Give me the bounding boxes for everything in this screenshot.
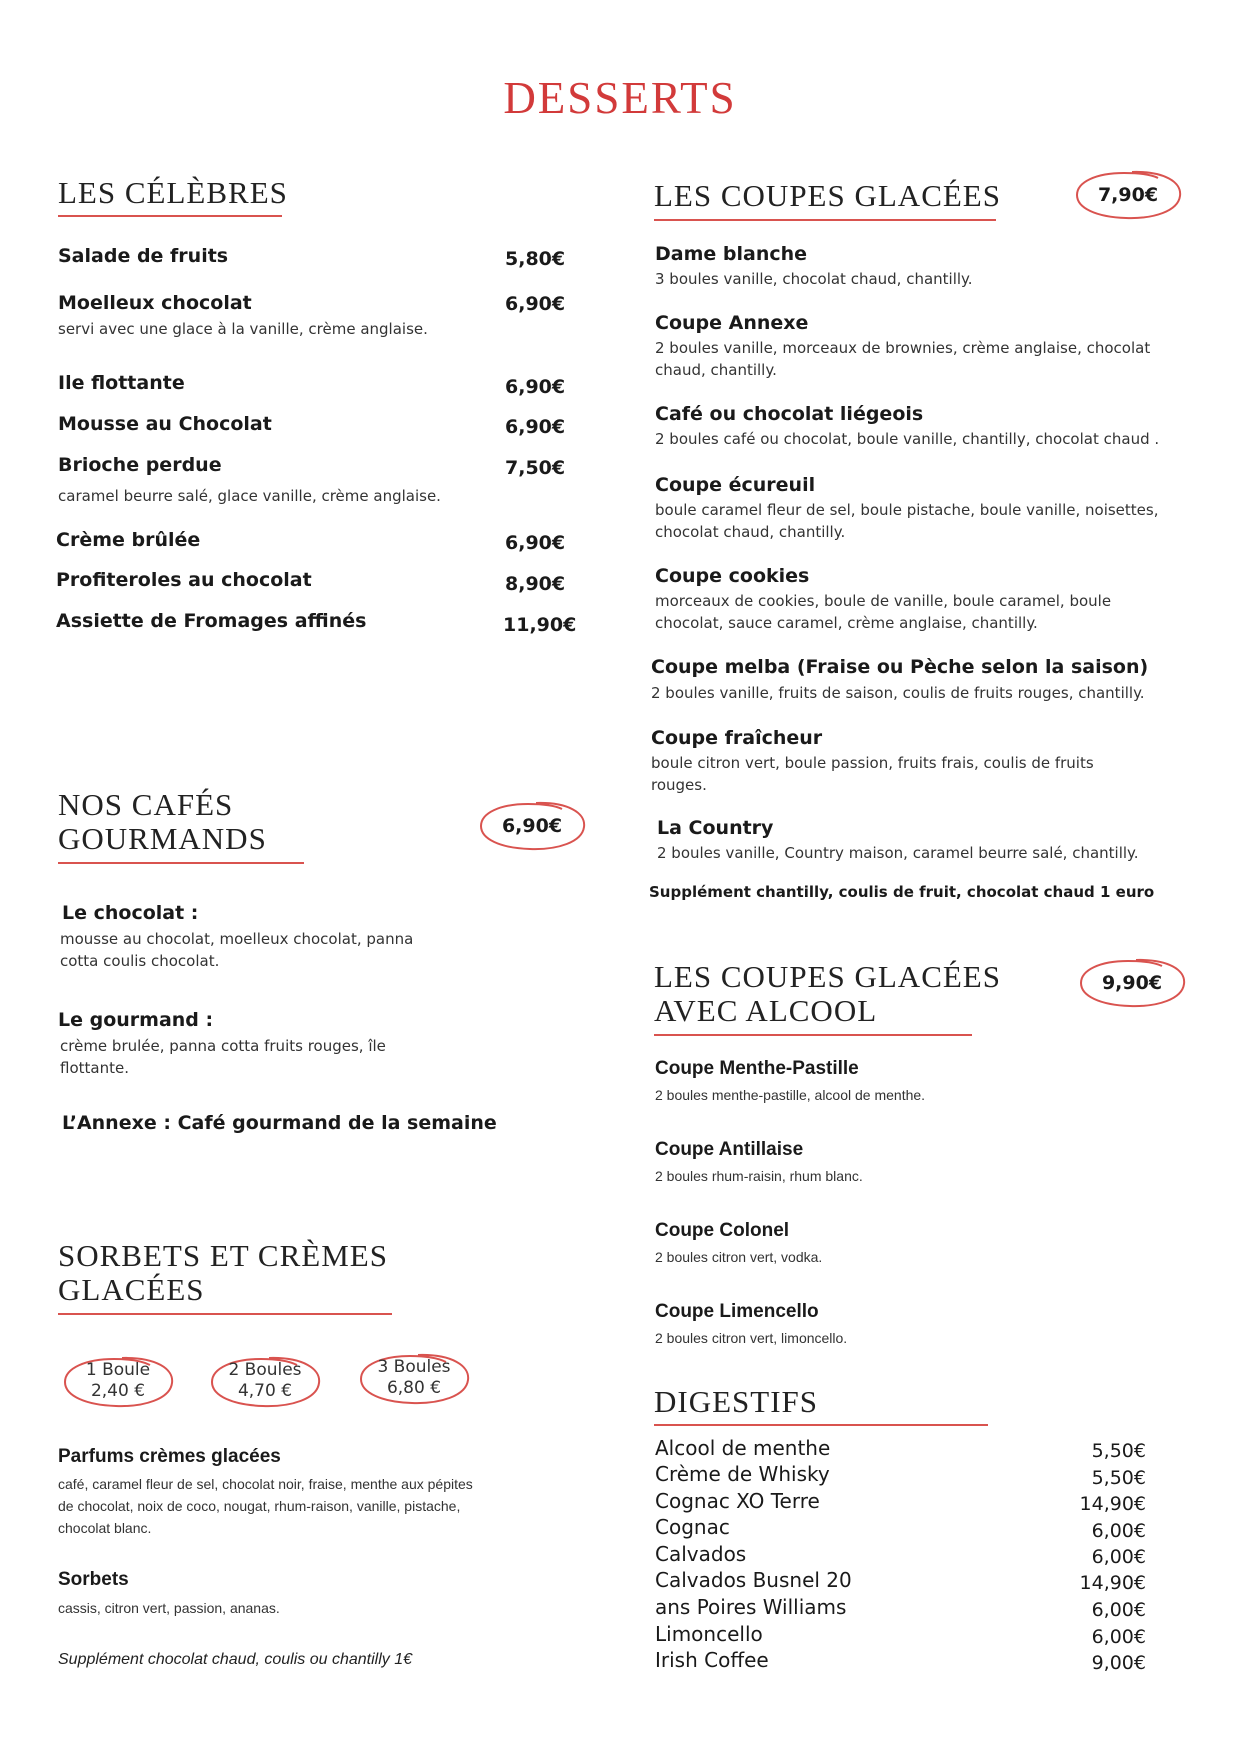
menu-item-desc: rouges. xyxy=(651,776,707,794)
digestif-price: 9,00€ xyxy=(1091,1652,1146,1674)
menu-item-name: Salade de fruits xyxy=(58,245,229,267)
menu-item-name: Coupe Annexe xyxy=(655,312,809,334)
scoop-price-badge xyxy=(207,1353,323,1411)
menu-item-desc: 2 boules vanille, morceaux de brownies, crème anglaise, chocolat xyxy=(655,339,1151,357)
menu-item-name: Le chocolat : xyxy=(62,902,199,924)
menu-item-price: 6,90€ xyxy=(505,376,566,398)
digestif-price: 6,00€ xyxy=(1091,1599,1146,1621)
price-badge xyxy=(1072,168,1184,222)
section-rule xyxy=(654,1424,988,1426)
menu-item-name: Coupe melba (Fraise ou Pèche selon la saison) xyxy=(651,656,1149,678)
section-title-cafes: GOURMANDS xyxy=(58,821,267,856)
menu-item-name: Assiette de Fromages affinés xyxy=(56,610,367,632)
price-badge-value: 9,90€ xyxy=(1101,972,1163,994)
section-rule xyxy=(58,1313,392,1315)
section-title-alcool: AVEC ALCOOL xyxy=(654,993,878,1028)
menu-item-desc: chocolat, sauce caramel, crème anglaise, chantilly. xyxy=(655,614,1038,632)
section-title-digestifs: DIGESTIFS xyxy=(654,1384,819,1419)
scoop-price: 4,70 € xyxy=(237,1381,293,1401)
menu-title: DESSERTS xyxy=(503,73,737,123)
section-title-coupes: LES COUPES GLACÉES xyxy=(654,178,1001,213)
scoop-price: 2,40 € xyxy=(90,1381,146,1401)
digestif-name: Alcool de menthe xyxy=(655,1436,831,1460)
section-rule xyxy=(654,219,996,221)
menu-item-desc: mousse au chocolat, moelleux chocolat, panna xyxy=(60,930,414,948)
menu-item-desc: café, caramel fleur de sel, chocolat noir, fraise, menthe aux pépites xyxy=(58,1476,473,1492)
menu-item-desc: boule citron vert, boule passion, fruits frais, coulis de fruits xyxy=(651,754,1094,772)
digestif-price: 14,90€ xyxy=(1079,1572,1146,1594)
digestif-name: Cognac XO Terre xyxy=(655,1489,820,1513)
menu-item-name: La Country xyxy=(657,817,774,839)
digestif-price: 6,00€ xyxy=(1091,1520,1146,1542)
menu-item-name: Dame blanche xyxy=(655,243,808,265)
section-title-alcool: LES COUPES GLACÉES xyxy=(654,959,1001,994)
section-title-cafes: NOS CAFÉS xyxy=(58,787,234,822)
menu-item-desc: cassis, citron vert, passion, ananas. xyxy=(58,1600,280,1616)
supplement-note: Supplément chantilly, coulis de fruit, chocolat chaud 1 euro xyxy=(649,883,1155,901)
menu-item-desc: chocolat blanc. xyxy=(58,1520,152,1536)
digestif-price: 6,00€ xyxy=(1091,1546,1146,1568)
menu-item-desc: caramel beurre salé, glace vanille, crème anglaise. xyxy=(58,487,441,505)
supplement-note: Supplément chocolat chaud, coulis ou chantilly 1€ xyxy=(58,1651,412,1668)
scoop-label: 2 Boules xyxy=(228,1360,302,1380)
menu-item-name: Coupe écureuil xyxy=(655,474,816,496)
digestif-name: Cognac xyxy=(655,1515,730,1539)
digestif-name: Calvados Busnel 20 xyxy=(655,1568,852,1592)
menu-item-desc: 2 boules menthe-pastille, alcool de menthe. xyxy=(655,1087,926,1103)
digestif-name: ans Poires Williams xyxy=(655,1595,847,1619)
menu-item-name: Brioche perdue xyxy=(58,454,222,476)
menu-item-name: Coupe fraîcheur xyxy=(651,727,823,749)
menu-item-desc: chocolat chaud, chantilly. xyxy=(655,523,846,541)
scoop-price: 6,80 € xyxy=(386,1378,442,1398)
section-rule xyxy=(58,215,282,217)
menu-item-name: Mousse au Chocolat xyxy=(58,413,272,435)
menu-item-name: Le gourmand : xyxy=(58,1009,214,1031)
menu-item-price: 7,50€ xyxy=(505,457,566,479)
menu-item-name: Coupe Antillaise xyxy=(655,1139,804,1160)
menu-item-price: 5,80€ xyxy=(505,248,566,270)
menu-item-desc: 2 boules vanille, fruits de saison, coulis de fruits rouges, chantilly. xyxy=(651,684,1145,702)
menu-item-name: Café ou chocolat liégeois xyxy=(655,403,924,425)
menu-item-price: 11,90€ xyxy=(503,614,577,636)
menu-item-name: Ile flottante xyxy=(58,372,185,394)
menu-item-desc: boule caramel fleur de sel, boule pistache, boule vanille, noisettes, xyxy=(655,501,1159,519)
menu-item-desc: de chocolat, noix de coco, nougat, rhum-raison, vanille, pistache, xyxy=(58,1498,461,1514)
menu-item-price: 6,90€ xyxy=(505,416,566,438)
scoop-label: 3 Boules xyxy=(377,1357,451,1377)
digestif-name: Irish Coffee xyxy=(655,1648,769,1672)
menu-item-desc: cotta coulis chocolat. xyxy=(60,952,220,970)
price-badge-value: 6,90€ xyxy=(501,815,563,837)
menu-item-name: Coupe Colonel xyxy=(655,1220,790,1241)
menu-item-name: L’Annexe : Café gourmand de la semaine xyxy=(62,1112,497,1134)
section-rule xyxy=(58,862,304,864)
menu-item-name: Coupe cookies xyxy=(655,565,810,587)
digestif-name: Calvados xyxy=(655,1542,747,1566)
menu-item-desc: 2 boules vanille, Country maison, caramel beurre salé, chantilly. xyxy=(657,844,1139,862)
digestif-price: 5,50€ xyxy=(1091,1440,1146,1462)
scoop-price-badge xyxy=(60,1353,176,1411)
menu-item-price: 6,90€ xyxy=(505,293,566,315)
menu-item-name: Profiteroles au chocolat xyxy=(56,569,312,591)
scoop-label: 1 Boule xyxy=(85,1360,151,1380)
menu-item-name: Coupe Menthe-Pastille xyxy=(655,1058,859,1079)
menu-item-desc: 2 boules café ou chocolat, boule vanille, chantilly, chocolat chaud . xyxy=(655,430,1160,448)
digestif-price: 14,90€ xyxy=(1079,1493,1146,1515)
section-title-celebres: LES CÉLÈBRES xyxy=(58,175,288,210)
menu-item-price: 8,90€ xyxy=(505,573,566,595)
menu-item-desc: 3 boules vanille, chocolat chaud, chantilly. xyxy=(655,270,973,288)
menu-item-desc: 2 boules citron vert, limoncello. xyxy=(655,1330,848,1346)
digestif-name: Crème de Whisky xyxy=(655,1462,830,1486)
menu-item-desc: chaud, chantilly. xyxy=(655,361,777,379)
scoop-price-badge xyxy=(356,1350,472,1408)
menu-item-name: Crème brûlée xyxy=(56,529,201,551)
menu-item-desc: morceaux de cookies, boule de vanille, boule caramel, boule xyxy=(655,592,1112,610)
digestif-price: 6,00€ xyxy=(1091,1626,1146,1648)
menu-item-name: Parfums crèmes glacées xyxy=(58,1446,281,1467)
digestif-price: 5,50€ xyxy=(1091,1467,1146,1489)
menu-item-name: Sorbets xyxy=(58,1569,129,1590)
menu-item-desc: 2 boules citron vert, vodka. xyxy=(655,1249,823,1265)
price-badge xyxy=(1076,956,1188,1010)
menu-item-desc: 2 boules rhum-raisin, rhum blanc. xyxy=(655,1168,863,1184)
section-rule xyxy=(654,1034,972,1036)
digestif-name: Limoncello xyxy=(655,1622,763,1646)
menu-item-name: Coupe Limencello xyxy=(655,1301,819,1322)
menu-item-name: Moelleux chocolat xyxy=(58,292,252,314)
section-title-sorbets: SORBETS ET CRÈMES xyxy=(58,1238,388,1273)
price-badge-value: 7,90€ xyxy=(1097,184,1159,206)
menu-item-desc: crème brulée, panna cotta fruits rouges, île xyxy=(60,1037,386,1055)
menu-item-desc: flottante. xyxy=(60,1059,129,1077)
section-title-sorbets: GLACÉES xyxy=(58,1272,205,1307)
menu-item-price: 6,90€ xyxy=(505,532,566,554)
price-badge xyxy=(476,799,588,853)
menu-item-desc: servi avec une glace à la vanille, crème anglaise. xyxy=(58,320,428,338)
